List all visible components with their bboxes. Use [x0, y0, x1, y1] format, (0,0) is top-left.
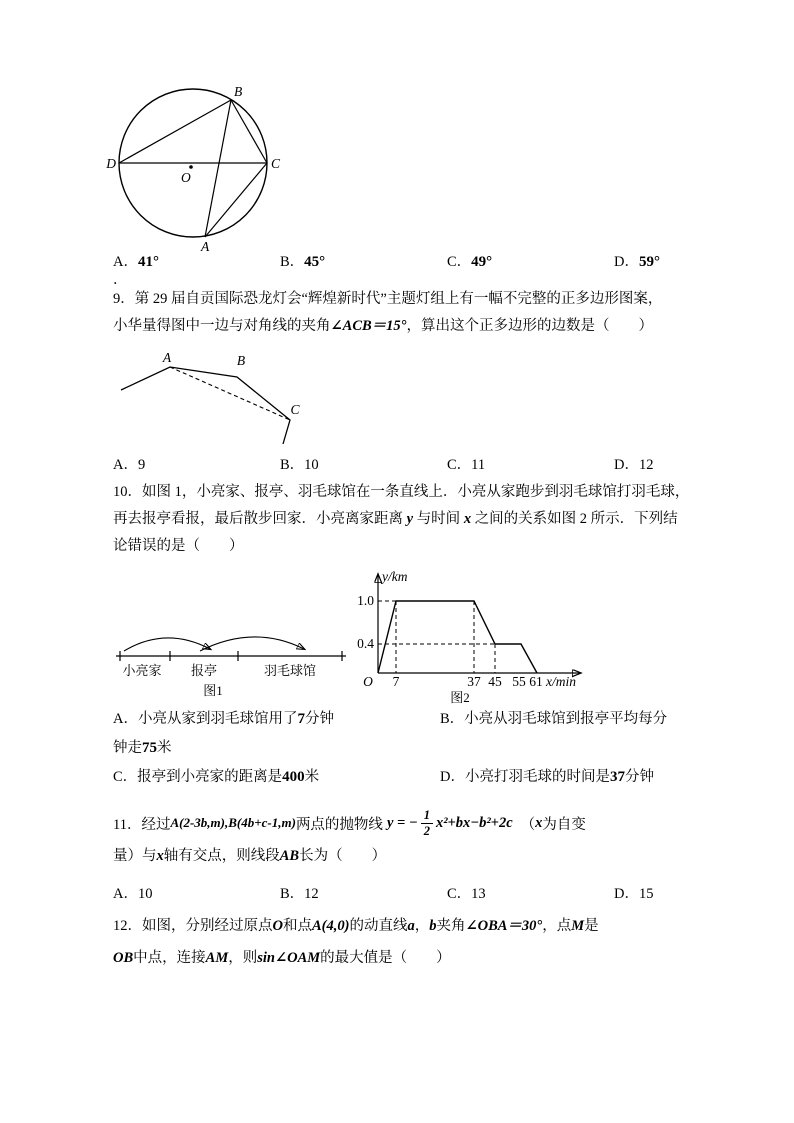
q10-options — [113, 707, 763, 794]
xtick-45: 45 — [488, 674, 502, 689]
y-axis-label: y/km — [382, 569, 408, 584]
q8-option-c: C．49° — [447, 254, 493, 270]
chord-BC — [231, 100, 267, 163]
q10-line2: 再去报亭看报，最后散步回家．小亮离家距离 y 与时间 x 之间的关系如图 2 所示．下列结 — [113, 511, 678, 527]
point-label-D: D — [106, 156, 116, 171]
q11-text — [113, 803, 753, 870]
q10-line3: 论错误的是（ ） — [113, 538, 244, 554]
q11-option-c: C．13 — [447, 886, 486, 902]
q9-line1: 9．第 29 届自贡国际恐龙灯会“辉煌新时代”主题灯组上有一幅不完整的正多边形图案， — [113, 291, 663, 307]
xtick-61: 61 — [529, 674, 543, 689]
q8-stray-period: ． — [113, 272, 128, 288]
q10-line1: 10．如图 1，小亮家、报亭、羽毛球馆在一条直线上．小亮从家跑步到羽毛球馆打羽毛球， — [113, 484, 690, 500]
fraction-one-half: $\frac{1}{2}$ — [421, 808, 433, 838]
q10-option-b-part1: B．小亮从羽毛球馆到报亭平均每分 — [440, 711, 668, 727]
figure1-caption: 图1 — [203, 683, 223, 698]
q11-line1: 11．经过 A(2-3b,m),B(4b+c-1,m) 两点的抛物线 y = − $\frac{1}{2}$ x²+bx−b²+2c （ x 为自变 — [113, 808, 586, 838]
figure2-caption: 图2 — [450, 690, 470, 705]
q8-options — [113, 250, 753, 271]
q11-option-a: A．10 — [113, 886, 153, 902]
arc-arrow-1 — [124, 638, 210, 651]
distance-time-curve — [378, 601, 537, 673]
q11-line2: 量）与x轴有交点，则线段AB长为（ ） — [113, 848, 387, 864]
diagonal-AC-dashed — [170, 367, 290, 420]
q10-options-row2 — [113, 765, 763, 794]
q12-line2: OB中点，连接AM，则sin∠OAM的最大值是（ ） — [113, 950, 451, 966]
q8-option-d: D．59° — [614, 254, 660, 270]
q11-option-b: B．12 — [280, 886, 319, 902]
point-label-O: O — [181, 170, 191, 185]
vertex-label-C: C — [290, 402, 300, 417]
arc-arrow-2 — [200, 637, 304, 651]
q8-option-a: A．41° — [113, 254, 159, 270]
point-label-A: A — [201, 239, 210, 254]
q10-option-c: C．报亭到小亮家的距离是400米 — [113, 769, 320, 785]
q8-option-b: B．45° — [280, 254, 326, 270]
q8-circle-diagram — [105, 83, 285, 255]
vertex-label-B: B — [236, 353, 246, 368]
q9-text — [113, 286, 713, 340]
place-kiosk: 报亭 — [190, 663, 218, 678]
q9-option-a: A．9 — [113, 457, 146, 473]
point-label-B: B — [234, 84, 243, 99]
ytick-0.4: 0.4 — [357, 636, 374, 651]
xtick-7: 7 — [392, 674, 400, 689]
q10-option-b-part2: 钟走75米 — [113, 740, 172, 756]
xtick-37: 37 — [467, 674, 481, 689]
q9-option-b: B．10 — [280, 457, 319, 473]
q9-polygon-diagram — [115, 352, 315, 447]
q10-text — [113, 479, 713, 560]
center-dot — [189, 165, 193, 169]
place-home: 小亮家 — [122, 663, 162, 678]
q9-option-c: C．11 — [447, 457, 486, 473]
q10-figure2-graph — [348, 565, 603, 707]
chord-DB — [119, 100, 231, 163]
ytick-1.0: 1.0 — [357, 593, 374, 608]
q11-option-d: D．15 — [614, 886, 654, 902]
q12-line1: 12．如图，分别经过原点O和点A(4,0)的动直线a，b夹角∠OBA＝30°，点M是 — [113, 918, 599, 934]
q10-option-d: D．小亮打羽毛球的时间是37分钟 — [440, 769, 654, 785]
q12-text — [113, 910, 753, 974]
q9-options — [113, 453, 753, 474]
vertex-label-A: A — [162, 352, 172, 365]
q11-options — [113, 882, 753, 903]
xtick-55: 55 — [512, 674, 526, 689]
q10-figure1 — [108, 620, 353, 702]
origin-label: O — [363, 674, 373, 689]
place-gym: 羽毛球馆 — [263, 663, 317, 678]
point-label-C: C — [271, 156, 281, 171]
q9-option-d: D．12 — [614, 457, 654, 473]
q9-line2: 小华量得图中一边与对角线的夹角∠ACB＝15°，算出这个正多边形的边数是（ ） — [113, 318, 653, 334]
chord-BA — [205, 100, 231, 237]
polygon-edges — [121, 367, 290, 444]
q10-options-row1 — [113, 707, 763, 736]
q10-option-a: A．小亮从家到羽毛球馆用了7分钟 — [113, 711, 334, 727]
x-axis-label: x/min — [546, 674, 576, 689]
